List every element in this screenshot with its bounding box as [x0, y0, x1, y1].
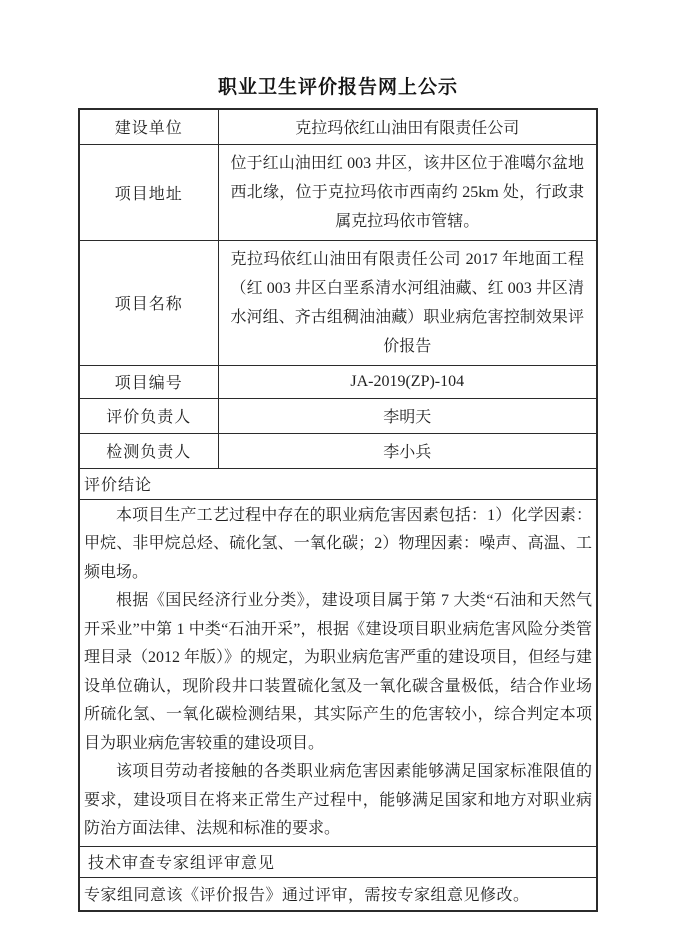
row-value-company: 克拉玛依红山油田有限责任公司 [218, 109, 597, 144]
page-title: 职业卫生评价报告网上公示 [217, 77, 458, 98]
row-label-project-name: 项目名称 [79, 240, 218, 365]
row-value-address: 位于红山油田红 003 井区，该井区位于准噶尔盆地西北缘，位于克拉玛依市西南约 25km 处，行政隶属克拉玛依市管辖。 [218, 144, 597, 240]
review-opinion: 专家组同意该《评价报告》通过评审，需按专家组意见修改。 [79, 877, 597, 911]
table-row-review-opinion [79, 877, 597, 911]
table-row-conclusion-body [79, 499, 597, 846]
table-row-project-name [79, 240, 597, 365]
table-row-company [79, 109, 597, 144]
row-value-project-number: JA-2019(ZP)-104 [218, 365, 597, 398]
row-label-project-number: 项目编号 [79, 365, 218, 398]
row-value-project-name: 克拉玛依红山油田有限责任公司 2017 年地面工程（红 003 井区白垩系清水河组油藏、红 003 井区清水河组、齐古组稠油油藏）职业病危害控制效果评价报告 [218, 240, 597, 365]
table-row-address [79, 144, 597, 240]
row-label-evaluator: 评价负责人 [79, 398, 218, 433]
table-row-tester [79, 433, 597, 468]
row-value-evaluator: 李明天 [218, 398, 597, 433]
table-row-evaluator [79, 398, 597, 433]
table-row-project-number [79, 365, 597, 398]
table-row-review-header [79, 846, 597, 877]
conclusion-header: 评价结论 [79, 468, 597, 499]
conclusion-paragraph-3: 该项目劳动者接触的各类职业病危害因素能够满足国家标准限值的要求，建设项目在将来正常生产过程中，能够满足国家和地方对职业病防治方面法律、法规和标准的要求。 [84, 763, 592, 837]
conclusion-paragraph-2: 根据《国民经济行业分类》，建设项目属于第 7 大类“石油和天然气开采业”中第 1 中类“石油开采”，根据《建设项目职业病危害风险分类管理目录（2012 年版）》的规定，为职业病危害严重的建设项目，但经与建设单位确认，现阶段井口装置硫化氢及一氧化碳含量极低，结合作业场所硫化氢、一氧化碳检测结果，其实际产生的危害较小，综合判定本项目为职业病危害较重的建设项目。 [84, 592, 593, 752]
conclusion-body [79, 499, 597, 846]
review-header: 技术审查专家组评审意见 [79, 846, 597, 877]
row-label-company: 建设单位 [79, 109, 218, 144]
row-label-tester: 检测负责人 [79, 433, 218, 468]
conclusion-paragraph-1: 本项目生产工艺过程中存在的职业病危害因素包括：1）化学因素：甲烷、非甲烷总烃、硫化氢、一氧化碳；2）物理因素：噪声、高温、工频电场。 [84, 506, 592, 581]
notice-table [78, 108, 598, 912]
table-row-conclusion-header [79, 468, 597, 499]
row-label-address: 项目地址 [79, 144, 218, 240]
row-value-tester: 李小兵 [218, 433, 597, 468]
